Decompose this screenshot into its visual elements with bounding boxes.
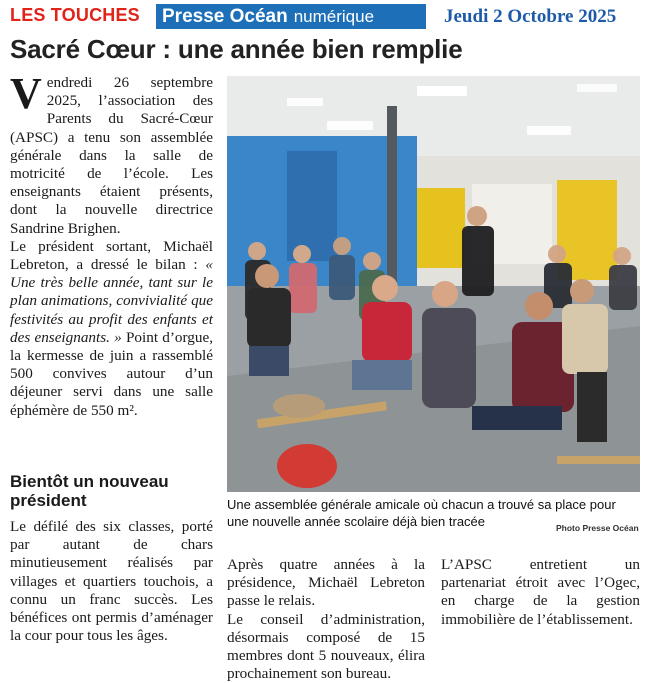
article-column-left-bottom	[10, 518, 213, 645]
issue-date: Jeudi 2 Octobre 2025	[444, 6, 617, 27]
dropcap: V	[10, 69, 42, 118]
partnership-paragraph: L’APSC entretient un partenariat étroit avec l’Ogec, en charge de la gestion immobilière de l’établissement.	[441, 556, 640, 628]
quote-outro: Point d’orgue, la kermesse de juin a rassemblé 500 convives autour d’un déjeuner servi dans une salle éphémère de 550 m².	[10, 328, 213, 419]
quote-paragraph	[10, 238, 213, 420]
lead-paragraph	[10, 69, 213, 238]
quote-text: « Une très belle année, tant sur le plan animations, convivialité que festivités au profit des enfants et des enseignants. »	[10, 256, 213, 346]
assembly-room-photo	[227, 76, 640, 492]
brand-edition: numérique	[293, 6, 375, 26]
lead-text: endredi 26 septembre 2025, l’association des Parents du Sacré-Cœur (APSC) a tenu son assemblée générale dans la salle de motricité de l’école. Les enseignants étaient présents, dont la nouvelle directrice Sandrine Brighen.	[10, 74, 213, 237]
subheading: Bientôt un nouveau président	[10, 472, 169, 510]
quote-intro: Le président sortant, Michaël Lebreton, a dressé le bilan :	[10, 237, 213, 274]
article-column-left	[10, 69, 213, 420]
brand-name: Presse Océan	[162, 5, 288, 27]
section-label: LES TOUCHES	[10, 5, 140, 25]
newspaper-logo	[156, 4, 426, 29]
handover-paragraph: Après quatre années à la présidence, Michaël Lebreton passe le relais.	[227, 556, 425, 610]
parade-paragraph: Le défilé des six classes, porté par autant de chars minutieusement réalisés par villages et quartiers touchois, a connu un franc succès. Les bénéfices ont permis d’aménager la cour pour tous les âges.	[10, 518, 213, 645]
article-headline: Sacré Cœur : une année bien remplie	[10, 34, 463, 64]
photo-caption: Une assemblée générale amicale où chacun a trouvé sa place pour une nouvelle année scolaire déjà bien tracée	[227, 497, 616, 529]
article-column-right	[441, 556, 640, 629]
article-photo	[227, 76, 640, 492]
board-paragraph: Le conseil d’administration, désormais composé de 15 membres dont 5 nouveaux, élira prochainement son bureau.	[227, 610, 425, 683]
photo-credit: Photo Presse Océan	[556, 523, 639, 533]
article-column-middle	[227, 556, 425, 683]
